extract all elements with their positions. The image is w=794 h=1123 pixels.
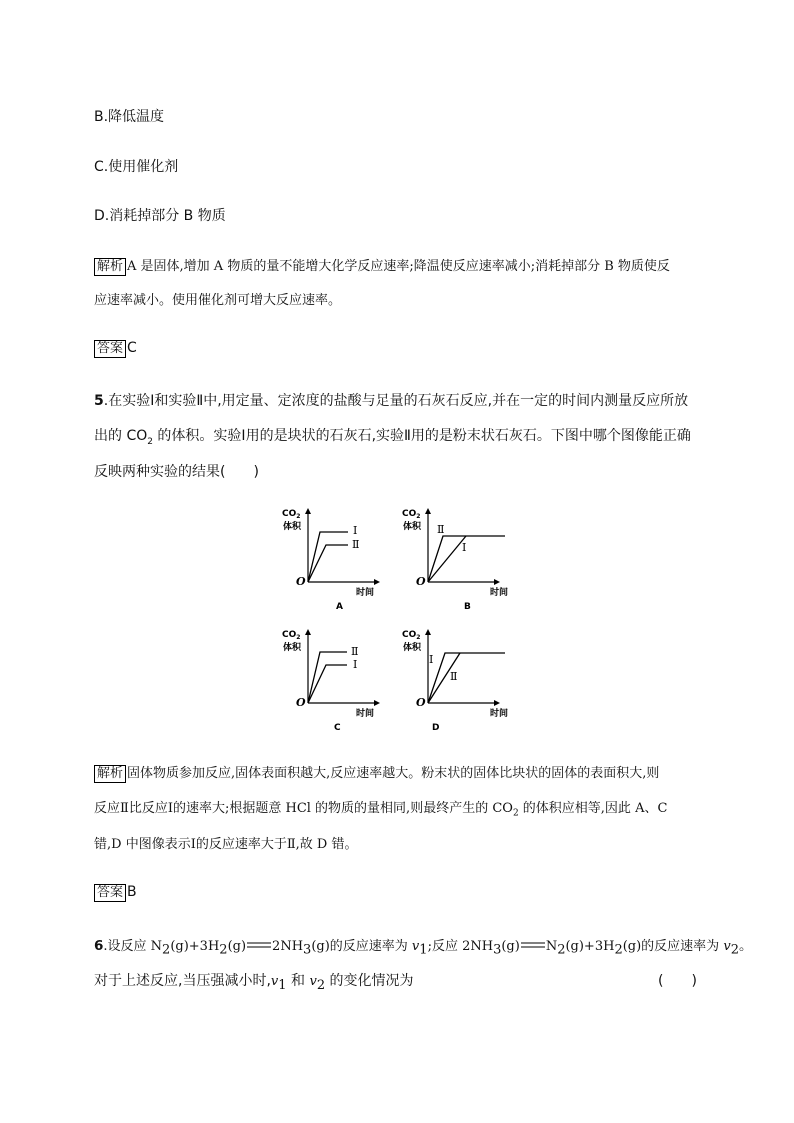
q5-stem-text2b: 的体积。实验Ⅰ用的是块状的石灰石,实验Ⅱ用的是粉末状石灰石。下图中哪个图像能正确 xyxy=(152,428,691,444)
q6-text-a: .设反应 N xyxy=(103,939,163,954)
svg-text:体积: 体积 xyxy=(403,522,422,532)
q6-line2-a: 对于上述反应,当压强减小时, xyxy=(94,973,271,989)
q6-v1: v xyxy=(411,939,420,954)
svg-text:Ⅰ: Ⅰ xyxy=(353,524,358,537)
q5-analysis-line1 xyxy=(94,762,659,783)
q6-stem-line2 xyxy=(94,970,414,993)
q5-answer-value: B xyxy=(127,884,137,900)
svg-text:CO2: $CO_2$ xyxy=(402,630,421,641)
svg-text:O: O xyxy=(416,696,426,709)
svg-text:时间: 时间 xyxy=(356,588,375,598)
q6-line2-v1-sub: 1 xyxy=(278,977,287,993)
q6-text-e: (g)的反应速率为 xyxy=(311,939,412,954)
equilibrium-arrow-icon xyxy=(246,938,272,954)
answer-tag: 答案 xyxy=(94,884,126,902)
equilibrium-arrow-icon xyxy=(520,938,546,954)
svg-text:CO2: $CO_2$ xyxy=(282,509,301,520)
svg-text:B: B xyxy=(464,602,471,612)
q6-v2: v xyxy=(723,939,731,954)
q5-stem-line2 xyxy=(94,425,691,447)
svg-text:体积: 体积 xyxy=(283,522,302,532)
svg-text:O: O xyxy=(296,575,306,588)
q6-text-j: (g)的反应速率为 xyxy=(622,939,724,954)
analysis-tag: 解析 xyxy=(94,765,126,783)
svg-text:A: A xyxy=(336,602,343,612)
q6-text-b: (g)+3H xyxy=(170,939,220,954)
q6-number: 6 xyxy=(94,938,104,954)
graph-a xyxy=(280,507,400,613)
q6-line2-b: 和 xyxy=(286,973,310,989)
q6-stem-line1 xyxy=(94,934,752,958)
q5-number: 5 xyxy=(94,393,104,409)
q4-answer xyxy=(94,340,137,358)
q6-text-d: 2NH xyxy=(272,939,304,954)
svg-text:O: O xyxy=(416,575,426,588)
q6-text-h: N xyxy=(545,939,558,954)
svg-text:CO2: $CO_2$ xyxy=(402,509,421,520)
q6-sub2: 2 xyxy=(219,942,228,958)
q5-stem-text1: .在实验Ⅰ和实验Ⅱ中,用定量、定浓度的盐酸与足量的石灰石反应,并在一定的时间内测量反应所放 xyxy=(103,393,689,409)
analysis-tag: 解析 xyxy=(94,258,126,276)
q6-v2-sub: 2 xyxy=(730,942,739,958)
q5-analysis-line2 xyxy=(94,797,667,819)
q6-sub5: 2 xyxy=(557,942,566,958)
q5-answer xyxy=(94,884,137,902)
graph-c xyxy=(280,628,400,734)
svg-text:体积: 体积 xyxy=(403,643,422,653)
svg-text:体积: 体积 xyxy=(283,643,302,653)
svg-text:时间: 时间 xyxy=(490,588,509,598)
q6-sub3: 3 xyxy=(303,942,312,958)
svg-text:时间: 时间 xyxy=(490,709,509,719)
svg-text:D: D xyxy=(432,723,440,733)
svg-text:O: O xyxy=(296,696,306,709)
q6-line2-c: 的变化情况为 xyxy=(325,973,414,989)
q5-analysis-line3: 错,D 中图像表示Ⅰ的反应速率大于Ⅱ,故 D 错。 xyxy=(94,837,358,852)
svg-text:时间: 时间 xyxy=(356,709,375,719)
q4-analysis-line2: 应速率减小。使用催化剂可增大反应速率。 xyxy=(94,293,342,308)
option-d: D.消耗掉部分 B 物质 xyxy=(94,208,226,224)
q4-answer-value: C xyxy=(127,340,137,356)
q5-stem-line3: 反映两种实验的结果( ) xyxy=(94,464,259,480)
option-c: C.使用催化剂 xyxy=(94,159,179,175)
q6-text-g: (g) xyxy=(501,939,520,954)
q5-analysis-text2b: 的体积应相等,因此 A、C xyxy=(518,801,668,816)
q4-analysis-text1: A 是固体,增加 A 物质的量不能增大化学反应速率;降温使反应速率减小;消耗掉部分 B 物质使反 xyxy=(127,259,670,274)
svg-text:Ⅱ: Ⅱ xyxy=(351,645,359,658)
svg-text:Ⅱ: Ⅱ xyxy=(352,538,360,551)
svg-text:Ⅰ: Ⅰ xyxy=(429,653,434,666)
graph-d xyxy=(400,628,520,734)
q5-stem-text2a: 出的 CO xyxy=(94,428,148,444)
q5-analysis-text1: 固体物质参加反应,固体表面积越大,反应速率越大。粉末状的固体比块状的固体的表面积大,则 xyxy=(127,766,660,781)
q6-text-end: 。 xyxy=(738,938,753,954)
svg-text:Ⅱ: Ⅱ xyxy=(437,523,445,536)
svg-text:Ⅱ: Ⅱ xyxy=(450,670,458,683)
q5-analysis-sub: 2 xyxy=(512,808,519,819)
q6-sub1: 2 xyxy=(162,942,171,958)
option-b: B.降低温度 xyxy=(94,109,165,125)
q6-line2-v2: v xyxy=(309,974,317,989)
q6-line2-v2-sub: 2 xyxy=(316,977,326,993)
q6-v1-sub: 1 xyxy=(419,942,428,958)
answer-tag: 答案 xyxy=(94,340,126,358)
q6-text-c: (g) xyxy=(227,939,247,954)
graph-b xyxy=(400,507,520,613)
q6-text-f: ;反应 2NH xyxy=(427,939,494,954)
q6-sub6: 2 xyxy=(614,942,623,958)
q5-analysis-text2a: 反应Ⅱ比反应Ⅰ的速率大;根据题意 HCl 的物质的量相同,则最终产生的 CO xyxy=(94,801,513,816)
q5-stem-sub: 2 xyxy=(147,436,153,447)
q6-line2-v1: v xyxy=(270,974,279,989)
q4-analysis-line1 xyxy=(94,255,670,276)
svg-text:C: C xyxy=(334,723,341,733)
svg-text:CO2: $CO_2$ xyxy=(282,630,301,641)
q6-text-i: (g)+3H xyxy=(565,939,615,954)
q6-answer-paren: ( ) xyxy=(658,973,697,989)
q5-stem-line1 xyxy=(94,390,688,410)
svg-text:Ⅰ: Ⅰ xyxy=(353,658,358,671)
svg-text:Ⅰ: Ⅰ xyxy=(462,541,467,554)
q6-sub4: 3 xyxy=(493,942,502,958)
